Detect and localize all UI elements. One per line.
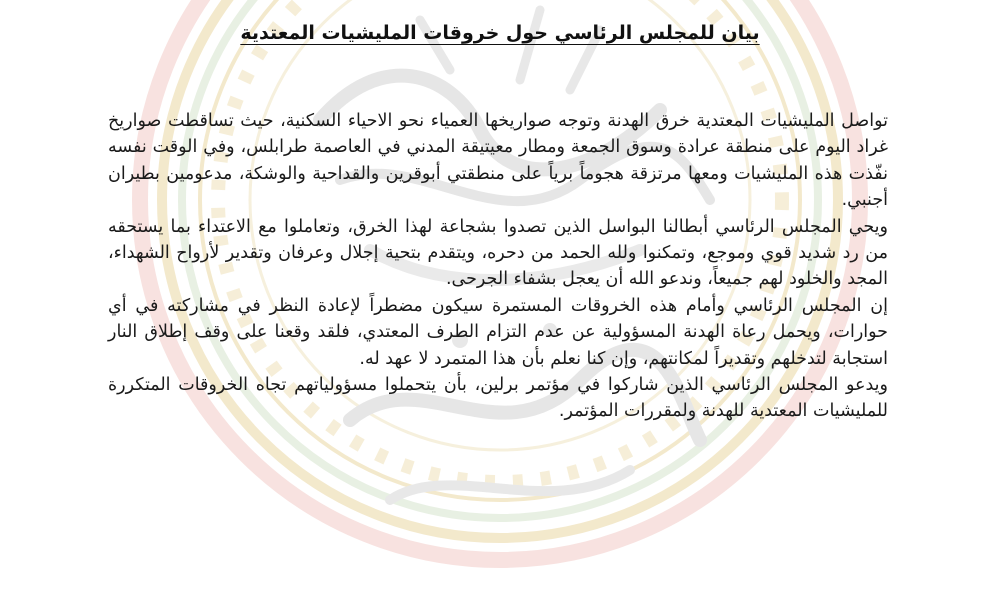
document-title: بيان للمجلس الرئاسي حول خروقات المليشيات المعتدية — [240, 22, 760, 44]
paragraph: ويدعو المجلس الرئاسي الذين شاركوا في مؤتمر برلين، بأن يتحملوا مسؤولياتهم تجاه الخروقات المتكررة للمليشيات المعتدية للهدنة ولمقررات المؤتمر. — [108, 375, 888, 422]
paragraph: إن المجلس الرئاسي وأمام هذه الخروقات المستمرة سيكون مضطراً لإعادة النظر في مشاركته في أي حوارات، ويحمل رعاة الهدنة المسؤولية عن عدم التزام الطرف المعتدي، فلقد وقعنا على وقف إطلاق النار استجابة لتدخلهم وتقديراً لمكانتهم، وإن كنا نعلم بأن هذا المتمرد لا عهد له. — [108, 295, 888, 369]
paragraph: تواصل المليشيات المعتدية خرق الهدنة وتوجه صواريخها العمياء نحو الاحياء السكنية، حيث تساقطت صواريخ غراد اليوم على منطقة عرادة وسوق الجمعة ومطار معيتيقة المدني في العاصمة طرابلس، وفي الوقت نفسه نفّذت هذه المليشيات ومعها مرتزقة هجوماً برياً على منطقتي أبوقرين والقداحية والوشكة، مدعومين بطيران أجنبي. — [108, 111, 888, 211]
paragraph: ويحي المجلس الرئاسي أبطالنا البواسل الذين تصدوا بشجاعة لهذا الخرق، وتعاملوا مع الاعتداء بما يستحقه من رد شديد قوي وموجع، وتمكنوا ولله الحمد من دحره، ويتقدم بتحية إجلال وعرفان وتقدير لأرواح الشهداء، المجد والخلود لهم جميعاً، وندعو الله أن يعجل بشفاء الجرحى. — [108, 216, 888, 290]
document-body — [108, 108, 888, 425]
